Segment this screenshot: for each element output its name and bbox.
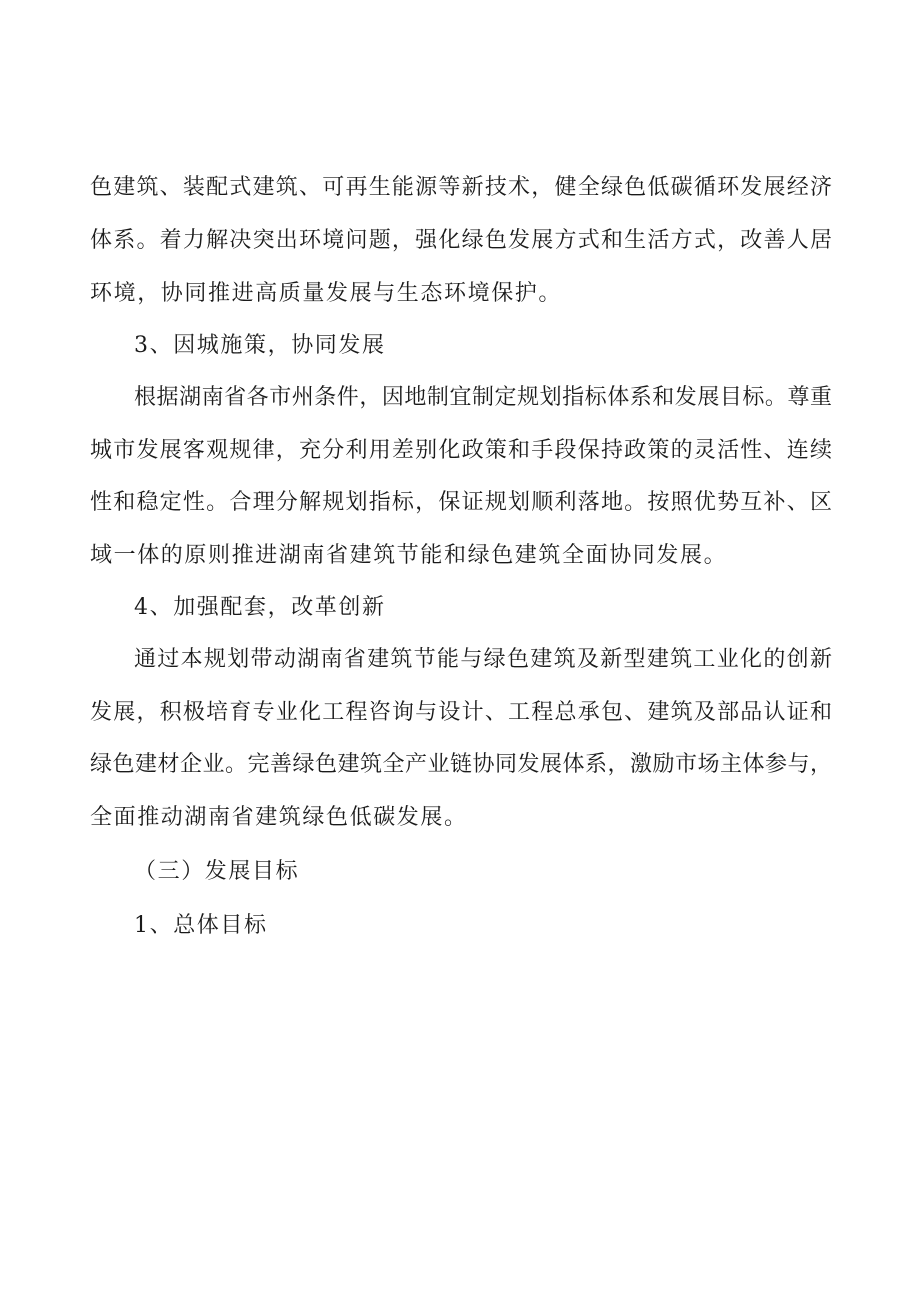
paragraph-line: 体系。着力解决突出环境问题，强化绿色发展方式和生活方式，改善人居 [90,228,832,253]
paragraph-line: 色建筑、装配式建筑、可再生能源等新技术，健全绿色低碳循环发展经济 [90,175,832,200]
paragraph-line: 根据湖南省各市州条件，因地制宜制定规划指标体系和发展目标。尊重 [134,385,832,410]
paragraph-line: 发展，积极培育专业化工程咨询与设计、工程总承包、建筑及部品认证和 [90,700,832,725]
section-heading: 1、总体目标 [134,913,268,938]
paragraph-line: 环境，协同推进高质量发展与生态环境保护。 [90,281,563,306]
paragraph-line: 城市发展客观规律，充分利用差别化政策和手段保持政策的灵活性、连续 [90,438,832,463]
paragraph-line: 绿色建材企业。完善绿色建筑全产业链协同发展体系，激励市场主体参与， [90,752,832,777]
section-heading: 4、加强配套，改革创新 [134,595,386,620]
section-heading: 3、因城施策，协同发展 [134,333,386,358]
paragraph-line: 全面推动湖南省建筑绿色低碳发展。 [90,805,468,830]
section-heading: （三）发展目标 [134,859,300,884]
paragraph-line: 性和稳定性。合理分解规划指标，保证规划顺利落地。按照优势互补、区 [90,490,832,515]
paragraph-line: 域一体的原则推进湖南省建筑节能和绿色建筑全面协同发展。 [90,543,728,568]
paragraph-line: 通过本规划带动湖南省建筑节能与绿色建筑及新型建筑工业化的创新 [134,647,832,672]
